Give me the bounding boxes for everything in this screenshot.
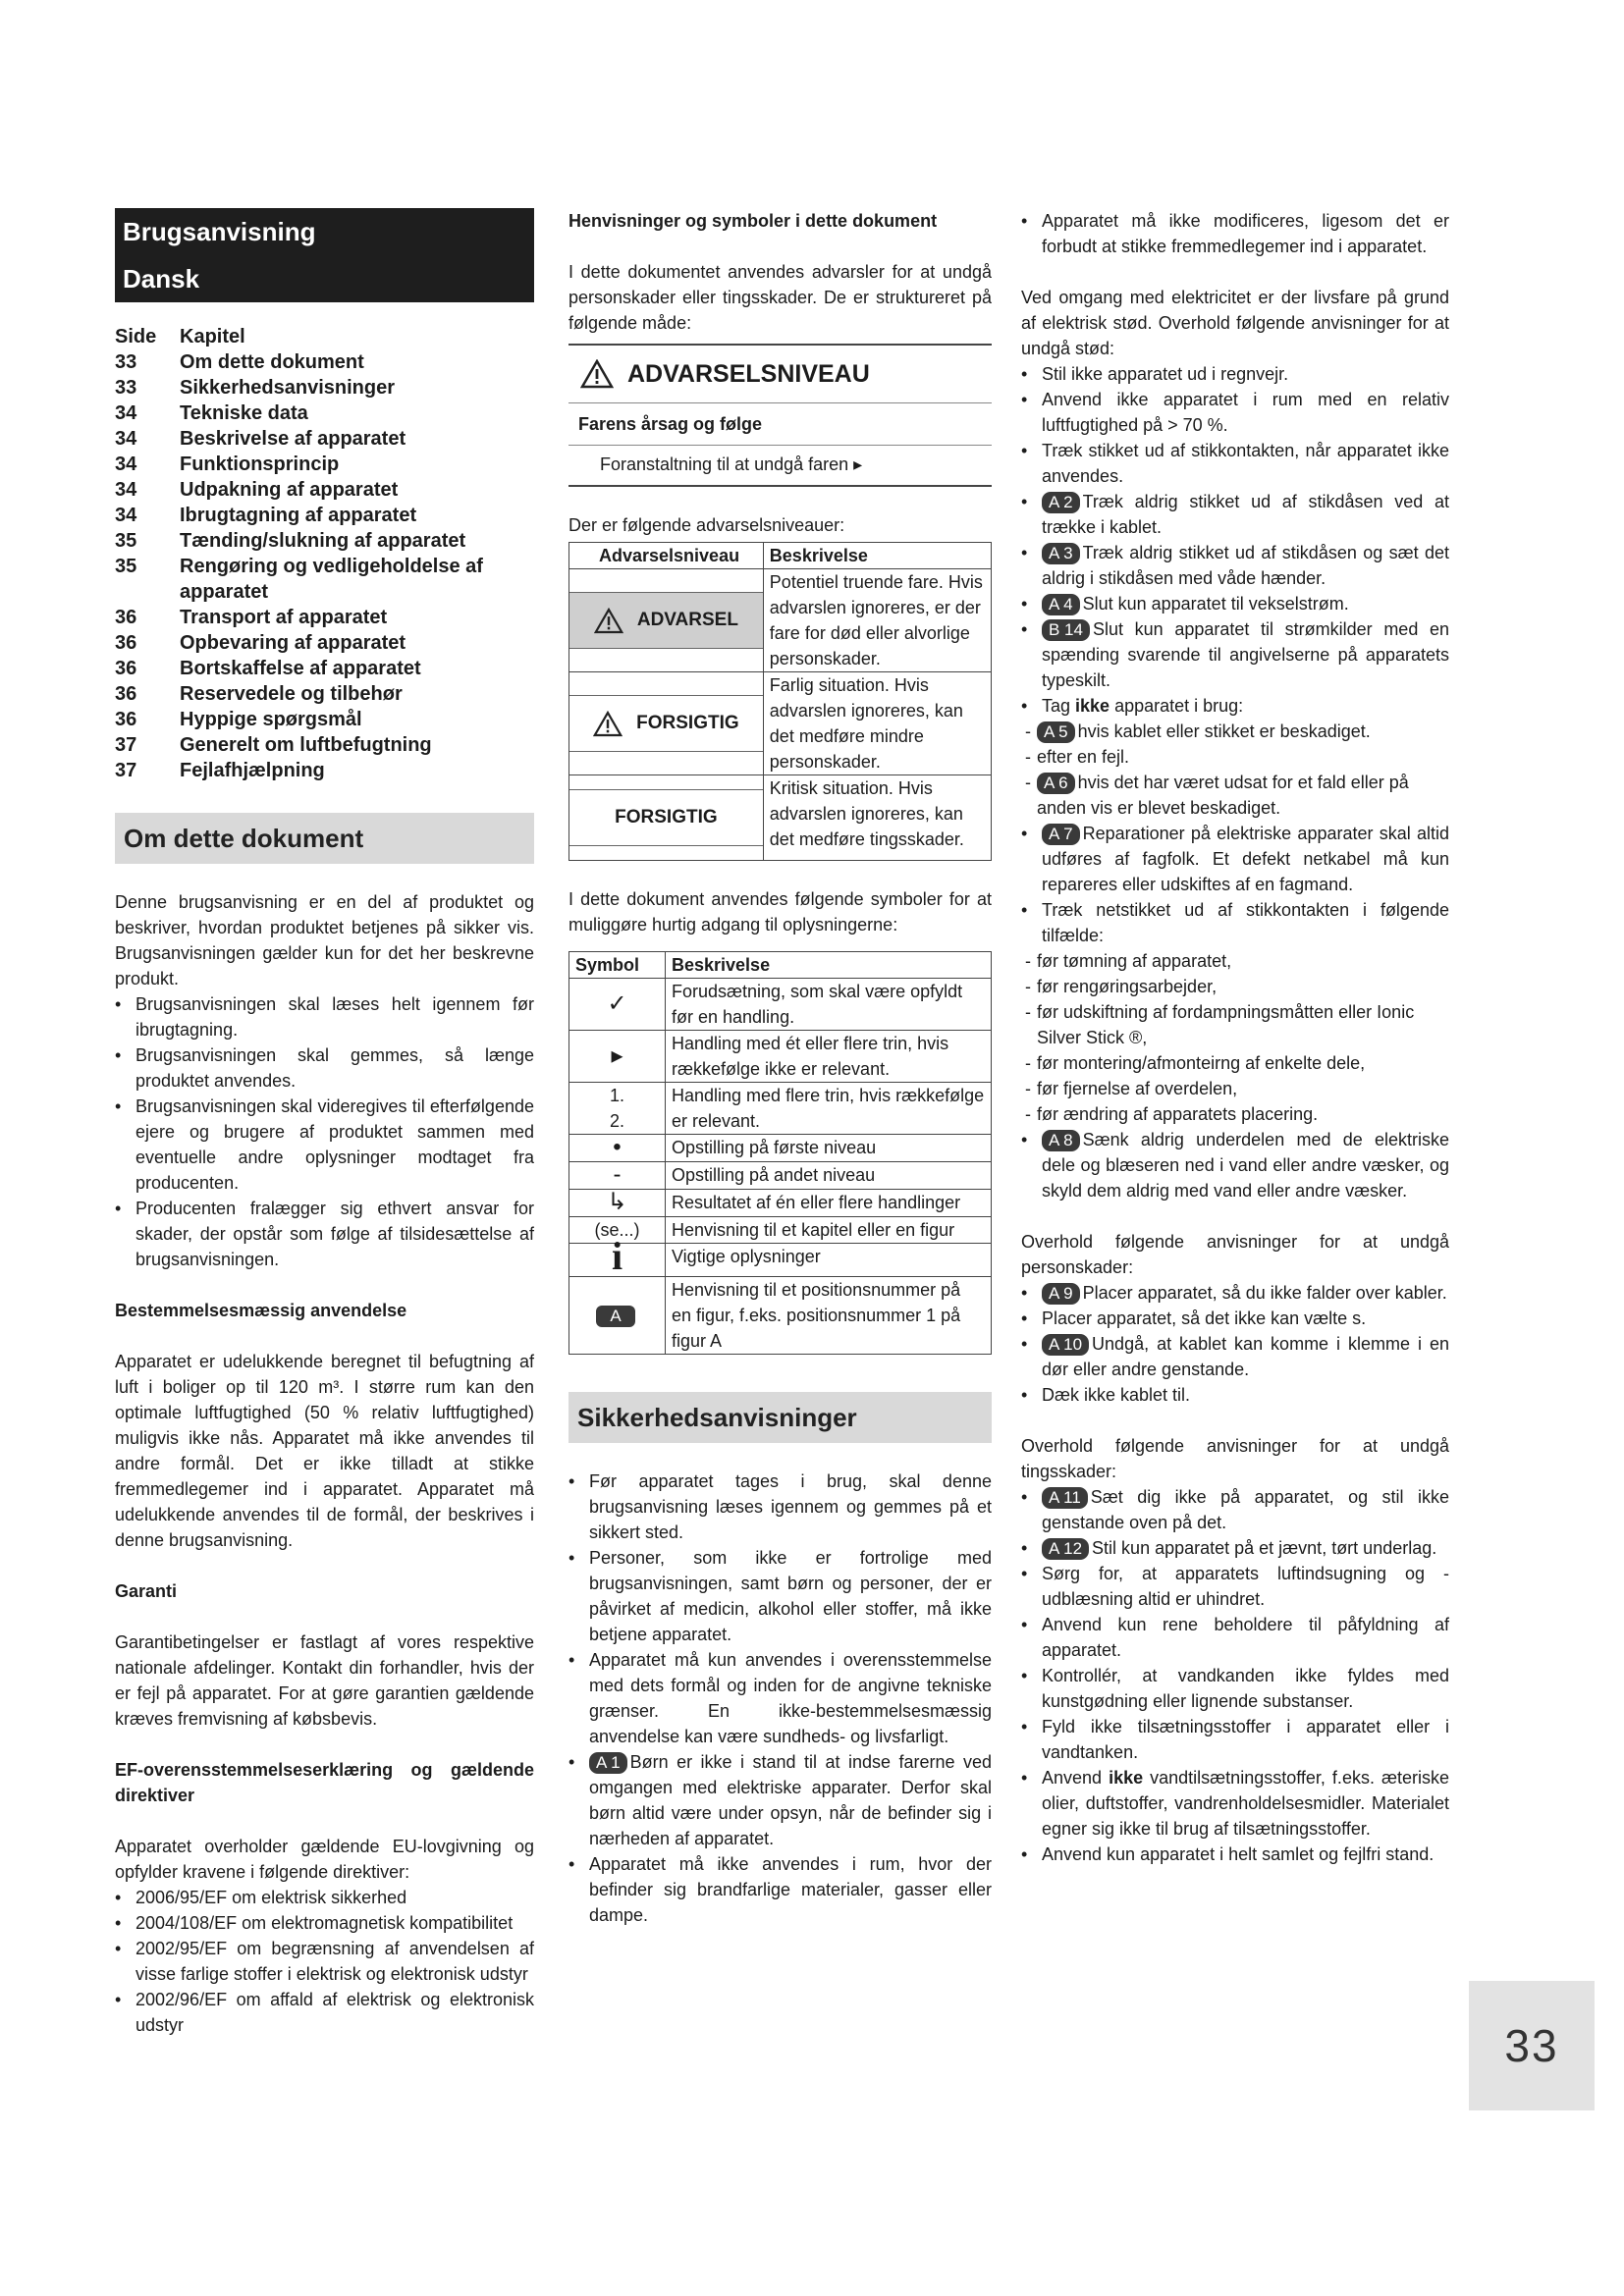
safety-bullet-text: Børn er ikke i stand til at indse farerne ved omgangen med elektriske apparater. Derfor skal børn altid være under opsyn, når de befinder sig i nærheden af apparatet. — [589, 1752, 992, 1848]
use-not-condition-text: hvis kablet eller stikket er beskadiget. — [1077, 721, 1371, 741]
toc-title: Transport af apparatet — [180, 607, 388, 628]
toc-row — [115, 707, 534, 732]
toc-title: Fejlafhjælpning — [180, 760, 325, 781]
symbol-glyph: A — [596, 1306, 634, 1327]
toc-col-chapter: Kapitel — [180, 326, 245, 347]
warning-levels-table — [568, 542, 992, 861]
warning-level-row — [569, 569, 992, 672]
symbol-glyph: ↳ — [607, 1189, 627, 1215]
use-not-condition-text: hvis det har været udsat for et fald eller på anden vis er blevet beskadiget. — [1037, 773, 1409, 818]
toc-title: Tænding/slukning af apparatet — [180, 530, 466, 552]
position-ref-badge: A 3 — [1042, 543, 1080, 564]
symbol-row — [569, 1277, 992, 1355]
symbol-row — [569, 1135, 992, 1162]
warning-level-label: FORSIGTIG — [615, 807, 718, 828]
position-ref-badge: A 9 — [1042, 1283, 1080, 1305]
symbol-row — [569, 1244, 992, 1277]
symbol-row — [569, 979, 992, 1031]
property-bullet-text: Stil kun apparatet på et jævnt, tørt underlag. — [1092, 1538, 1437, 1558]
electric-bullet — [1021, 489, 1449, 540]
property-bullet-text: Kontrollér, at vandkanden ikke fyldes med kunstgødning eller lignende substanser. — [1042, 1666, 1449, 1711]
toc-row — [115, 605, 534, 630]
position-ref-badge: A 4 — [1042, 594, 1080, 615]
person-bullet — [1021, 1306, 1449, 1331]
symbol-desc: Resultatet af én eller flere handlinger — [666, 1190, 992, 1217]
warning-level-row — [569, 672, 992, 775]
symbol-desc: Forudsætning, som skal være opfyldt før en handling. — [666, 979, 992, 1031]
symbol-cell — [569, 979, 666, 1031]
warning-legend — [568, 344, 992, 487]
toc-title: Beskrivelse af apparatet — [180, 428, 406, 450]
property-bullet — [1021, 1561, 1449, 1612]
toc-title: Udpakning af apparatet — [180, 479, 399, 501]
toc-row — [115, 426, 534, 452]
use-not-condition — [1021, 744, 1449, 770]
toc-page: 35 — [115, 530, 137, 552]
symbol-glyph: (se...) — [594, 1220, 640, 1240]
electric-bullet-text: Slut kun apparatet til vekselstrøm. — [1082, 594, 1349, 614]
electric-bullet — [1021, 361, 1449, 387]
property-bullet — [1021, 1612, 1449, 1663]
person-intro: Overhold følgende anvisninger for at undgå personskader: — [1021, 1232, 1449, 1277]
toc-page: 36 — [115, 632, 137, 654]
warranty-text: Garantibetingelser er fastlagt af vores respektive nationale afdelinger. Kontakt din forhandler, hvis der er fejl på apparatet. For at gøre garantien gældende kræves fremvisning af købsbevis. — [115, 1632, 534, 1729]
unplug-condition: - før udskiftning af fordampningsmåtten eller Ionic Silver Stick ®, — [1021, 999, 1449, 1050]
electric-bullet — [1021, 438, 1449, 489]
eu-directives-list — [115, 1885, 534, 2038]
toc-row — [115, 630, 534, 656]
warning-level-desc: Farlig situation. Hvis advarslen ignoreres, kan det medføre mindre personskader. — [763, 672, 991, 775]
sink-item — [1021, 1127, 1449, 1203]
toc-row — [115, 681, 534, 707]
notes-heading: Henvisninger og symboler i dette dokument — [568, 211, 938, 231]
symbol-glyph: 1. 2. — [609, 1086, 624, 1131]
symbol-glyph: • — [613, 1134, 622, 1160]
person-bullet — [1021, 1280, 1449, 1306]
person-bullet-text: Dæk ikke kablet til. — [1042, 1385, 1191, 1405]
toc-page: 36 — [115, 683, 137, 705]
toc-title: Opbevaring af apparatet — [180, 632, 406, 654]
toc-title: Tekniske data — [180, 402, 308, 424]
symbol-row — [569, 1190, 992, 1217]
property-bullets — [1021, 1484, 1449, 1765]
warning-level-cell — [569, 775, 764, 861]
person-bullets — [1021, 1280, 1449, 1408]
warning-level-desc: Kritisk situation. Hvis advarslen ignoreres, kan det medføre tingsskader. — [763, 775, 991, 861]
about-bullet: • Brugsanvisningen skal gemmes, så længe produktet anvendes. — [115, 1042, 534, 1094]
about-bullets — [115, 991, 534, 1272]
toc-row — [115, 375, 534, 400]
toc-title: Hyppige spørgsmål — [180, 709, 362, 730]
use-not-condition — [1021, 770, 1449, 821]
toc-page: 33 — [115, 351, 137, 373]
toc-page: 37 — [115, 760, 137, 781]
warning-legend-cause: Farens årsag og følge — [578, 414, 763, 434]
symbol-cell — [569, 1083, 666, 1135]
header-box — [115, 208, 534, 302]
language-label: Dansk — [123, 264, 200, 294]
repair-item — [1021, 821, 1449, 897]
toc-page: 34 — [115, 428, 137, 450]
symbol-desc: Handling med ét eller flere trin, hvis rækkefølge ikke er relevant. — [666, 1031, 992, 1083]
position-ref-badge: A 11 — [1042, 1487, 1088, 1509]
toc-page: 35 — [115, 556, 137, 577]
toc-title: Om dette dokument — [180, 351, 364, 373]
safety-bullet-text: Før apparatet tages i brug, skal denne brugsanvisning læses igennem og gemmes på et sikkert sted. — [589, 1471, 992, 1542]
about-bullet: • Brugsanvisningen skal læses helt igennem før ibrugtagning. — [115, 991, 534, 1042]
symbol-cell — [569, 1190, 666, 1217]
safety-bullet — [568, 1851, 992, 1928]
toc-page: 36 — [115, 607, 137, 628]
toc-page: 37 — [115, 734, 137, 756]
safety-bullet — [568, 1749, 992, 1851]
sink-item-text: Sænk aldrig underdelen med de elektriske dele og blæseren ned i vand eller andre væsker, og skyld dem aldrig med vand eller andre væsker. — [1042, 1130, 1449, 1201]
unplug-conditions — [1021, 948, 1449, 1127]
toc-page: 34 — [115, 454, 137, 475]
repair-item-text: Reparationer på elektriske apparater skal altid udføres af fagfolk. Et defekt netkabel må kun repareres eller udskiftes af en fagmand. — [1042, 824, 1449, 894]
use-not-suffix: apparatet i brug: — [1110, 696, 1244, 716]
toc-header — [115, 324, 534, 349]
unplug-condition: - før tømning af apparatet, — [1021, 948, 1449, 974]
warning-level-cell — [569, 672, 764, 775]
electric-bullet-text: Træk aldrig stikket ud af stikdåsen og sæt det aldrig i stikdåsen med våde hænder. — [1042, 543, 1449, 588]
warning-level-label-wrap — [593, 711, 739, 737]
column-middle — [568, 208, 992, 1928]
electric-bullet-text: Stil ikke apparatet ud i regnvejr. — [1042, 364, 1289, 384]
warning-legend-measure: Foranstaltning til at undgå faren ▸ — [568, 445, 992, 485]
safety-bullet-text: Personer, som ikke er fortrolige med brugsanvisningen, samt børn og personer, der er påvirket af medicin, alkohol eller stoffer, må ikke betjene apparatet. — [589, 1548, 992, 1644]
toc-title: Sikkerhedsanvisninger — [180, 377, 395, 399]
safety-bullet — [568, 1468, 992, 1545]
warning-level-label-wrap — [594, 608, 738, 634]
toc-title: Reservedele og tilbehør — [180, 683, 403, 705]
use-not-conditions — [1021, 719, 1449, 821]
last-item: • Anvend kun apparatet i helt samlet og fejlfri stand. — [1021, 1842, 1449, 1867]
eu-heading: EF-overensstemmelseserklæring og gældende direktiver — [115, 1760, 534, 1805]
toc-title: Bortskaffelse af apparatet — [180, 658, 421, 679]
toc-row — [115, 528, 534, 554]
property-bullet — [1021, 1484, 1449, 1535]
unplug-condition: - før ændring af apparatets placering. — [1021, 1101, 1449, 1127]
property-bullet — [1021, 1663, 1449, 1714]
symbol-desc: Henvisning til et kapitel eller en figur — [666, 1217, 992, 1244]
use-not-prefix: Tag — [1042, 696, 1076, 716]
column-left — [115, 208, 534, 2038]
toc-title: Ibrugtagning af apparatet — [180, 505, 417, 526]
warning-level-badge — [569, 789, 763, 846]
position-ref-badge: A 10 — [1042, 1334, 1089, 1356]
position-ref-badge: A 8 — [1042, 1130, 1080, 1151]
toc-page: 36 — [115, 658, 137, 679]
warning-level-badge — [569, 592, 763, 649]
toc-row — [115, 554, 534, 605]
levels-intro: Der er følgende advarselsniveauer: — [568, 515, 845, 535]
electric-bullet — [1021, 540, 1449, 591]
symbol-cell — [569, 1234, 666, 1278]
toc-row — [115, 477, 534, 503]
person-bullet-text: Placer apparatet, så det ikke kan vælte s. — [1042, 1308, 1367, 1328]
unplug-condition: - før rengøringsarbejder, — [1021, 974, 1449, 999]
section-heading-safety: Sikkerhedsanvisninger — [568, 1392, 992, 1443]
no-additives-prefix: Anvend — [1042, 1768, 1110, 1788]
toc-page: 33 — [115, 377, 137, 399]
no-additives-bold: ikke — [1109, 1768, 1144, 1788]
symbol-cell — [569, 1031, 666, 1083]
toc-page: 34 — [115, 479, 137, 501]
position-ref-badge: A 2 — [1042, 492, 1080, 513]
toc-row — [115, 400, 534, 426]
symbol-desc: Opstilling på første niveau — [666, 1135, 992, 1162]
toc-page: 34 — [115, 505, 137, 526]
document-title: Brugsanvisning — [123, 217, 316, 246]
use-not-item — [1021, 693, 1449, 719]
eu-directive: • 2002/95/EF om begrænsning af anvendelsen af visse farlige stoffer i elektrisk og elektronisk udstyr — [115, 1936, 534, 1987]
position-ref-badge: B 14 — [1042, 619, 1090, 641]
electric-bullets — [1021, 361, 1449, 693]
page-number: 33 — [1469, 1981, 1595, 2110]
use-not-bold: ikke — [1075, 696, 1110, 716]
electric-bullet — [1021, 387, 1449, 438]
safety-bullet — [568, 1647, 992, 1749]
electric-bullet-text: Træk stikket ud af stikkontakten, når apparatet ikke anvendes. — [1042, 441, 1449, 486]
toc-row — [115, 503, 534, 528]
symbol-row — [569, 1031, 992, 1083]
safety-bullet — [568, 1545, 992, 1647]
electric-bullet — [1021, 616, 1449, 693]
warning-level-label: FORSIGTIG — [636, 713, 739, 733]
repair-list — [1021, 821, 1449, 897]
person-bullet-text: Placer apparatet, så du ikke falder over kabler. — [1082, 1283, 1447, 1303]
warning-triangle-icon — [580, 359, 614, 389]
no-additives-item — [1021, 1765, 1449, 1842]
levels-col-level: Advarselsniveau — [569, 543, 764, 569]
symbol-desc: Opstilling på andet niveau — [666, 1162, 992, 1190]
notes-intro: I dette dokumentet anvendes advarsler for at undgå personskader eller tingsskader. De er struktureret på følgende måde: — [568, 262, 992, 333]
column-right — [1021, 208, 1449, 1867]
eu-directive: • 2002/96/EF om affald af elektrisk og elektronisk udstyr — [115, 1987, 534, 2038]
symbol-row — [569, 1162, 992, 1190]
warning-level-row — [569, 775, 992, 861]
safety-bullets — [568, 1468, 992, 1928]
intended-use-heading: Bestemmelsesmæssig anvendelse — [115, 1301, 407, 1320]
symbol-cell — [569, 1162, 666, 1190]
toc-row — [115, 758, 534, 783]
toc-title: Rengøring og vedligeholdelse af apparatet — [180, 556, 483, 603]
symbol-desc: Henvisning til et positionsnummer på en figur, f.eks. positionsnummer 1 på figur A — [666, 1277, 992, 1355]
warning-level-label-wrap — [615, 805, 718, 830]
toc-row — [115, 349, 534, 375]
warning-legend-title-text: ADVARSELSNIVEAU — [627, 360, 870, 388]
person-bullet-text: Undgå, at kablet kan komme i klemme i en dør eller andre genstande. — [1042, 1334, 1449, 1379]
unplug-item: • Træk netstikket ud af stikkontakten i følgende tilfælde: — [1021, 897, 1449, 948]
electric-bullet-text: Anvend ikke apparatet i rum med en relativ luftfugtighed på > 70 %. — [1042, 390, 1449, 435]
use-not-condition-text: efter en fejl. — [1037, 747, 1130, 767]
unplug-condition: - før montering/afmonteirng af enkelte dele, — [1021, 1050, 1449, 1076]
section-heading-about: Om dette dokument — [115, 813, 534, 864]
about-bullet: • Producenten fralægger sig ethvert ansvar for skader, der opstår som følge af tilsidesættelse af brugsanvisningen. — [115, 1196, 534, 1272]
property-bullet-text: Anvend kun rene beholdere til påfyldning af apparatet. — [1042, 1615, 1449, 1660]
symbol-glyph: ✓ — [607, 989, 627, 1017]
property-bullet — [1021, 1714, 1449, 1765]
person-bullet — [1021, 1331, 1449, 1382]
no-modify-item: • Apparatet må ikke modificeres, ligesom det er forbudt at stikke fremmedlegemer ind i apparatet. — [1021, 208, 1449, 259]
eu-directive: • 2006/95/EF om elektrisk sikkerhed — [115, 1885, 534, 1910]
toc-title: Generelt om luftbefugtning — [180, 734, 432, 756]
warning-level-cell — [569, 569, 764, 672]
safety-bullet-text: Apparatet må ikke anvendes i rum, hvor der befinder sig brandfarlige materialer, gasser eller dampe. — [589, 1854, 992, 1925]
electric-bullet-text: Træk aldrig stikket ud af stikdåsen ved at trække i kablet. — [1042, 492, 1449, 537]
warranty-heading: Garanti — [115, 1581, 178, 1601]
about-bullet: • Brugsanvisningen skal videregives til efterfølgende ejere og brugere af produktet sammen med eventuelle andre oplysninger modtaget fra producenten. — [115, 1094, 534, 1196]
symbol-cell — [569, 1277, 666, 1355]
eu-text: Apparatet overholder gældende EU-lovgivning og opfylder kravene i følgende direktiver: — [115, 1837, 534, 1882]
position-ref-badge: A 6 — [1037, 773, 1075, 794]
eu-directive: • 2004/108/EF om elektromagnetisk kompatibilitet — [115, 1910, 534, 1936]
intended-use-text: Apparatet er udelukkende beregnet til befugtning af luft i boliger op til 120 m³. I større rum kan den optimale luftfugtighed (50 % relativ luftfugtighed) muligvis ikke nås. Apparatet må ikke anvendes til andre formål. Det er ikke tilladt at stikke fremmedlegemer ind i apparatet. Apparatet må udelukkende anvendes til de formål, der beskrives i denne brugsanvisning. — [115, 1352, 534, 1550]
property-bullet — [1021, 1535, 1449, 1561]
warning-level-badge — [569, 695, 763, 752]
about-intro: Denne brugsanvisning er en del af produktet og beskriver, hvordan produktet betjenes på sikker vis. Brugsanvisningen gælder kun for det her beskrevne produkt. — [115, 892, 534, 988]
electric-bullet — [1021, 591, 1449, 616]
symbol-glyph: i — [611, 1234, 623, 1278]
electric-intro: Ved omgang med elektricitet er der livsfare på grund af elektrisk stød. Overhold følgende anvisninger for at undgå stød: — [1021, 288, 1449, 358]
warning-level-label: ADVARSEL — [636, 610, 738, 630]
sink-list — [1021, 1127, 1449, 1203]
toc-row — [115, 656, 534, 681]
symbols-intro: I dette dokument anvendes følgende symboler for at muliggøre hurtig adgang til oplysningerne: — [568, 889, 992, 934]
toc-row — [115, 732, 534, 758]
use-not-condition — [1021, 719, 1449, 744]
symbols-table — [568, 951, 992, 1355]
warning-level-desc: Potentiel truende fare. Hvis advarslen ignoreres, er der fare for død eller alvorlige personskader. — [763, 569, 991, 672]
symbol-row — [569, 1217, 992, 1244]
table-of-contents — [115, 349, 534, 783]
property-bullet-text: Fyld ikke tilsætningsstoffer i apparatet eller i vandtanken. — [1042, 1717, 1449, 1762]
property-bullet-text: Sørg for, at apparatets luftindsugning og -udblæsning altid er uhindret. — [1042, 1564, 1449, 1609]
position-ref-badge: A 5 — [1037, 721, 1075, 743]
safety-bullet-text: Apparatet må kun anvendes i overensstemmelse med dets formål og inden for de angivne tekniske grænser. En ikke-bestemmelsesmæssig anvendelse kan være sundheds- og livsfarligt. — [589, 1650, 992, 1746]
warning-triangle-icon — [593, 711, 623, 737]
person-bullet — [1021, 1382, 1449, 1408]
toc-page: 34 — [115, 402, 137, 424]
electric-bullet-text: Slut kun apparatet til strømkilder med en spænding svarende til angivelserne på apparatets typeskilt. — [1042, 619, 1449, 690]
symbol-desc: Vigtige oplysninger — [666, 1244, 992, 1277]
symbol-glyph: - — [613, 1161, 622, 1188]
property-intro: Overhold følgende anvisninger for at undgå tingsskader: — [1021, 1436, 1449, 1481]
toc-col-page: Side — [115, 326, 157, 347]
levels-col-desc: Beskrivelse — [763, 543, 991, 569]
unplug-condition: - før fjernelse af overdelen, — [1021, 1076, 1449, 1101]
symbols-col-desc: Beskrivelse — [666, 952, 992, 979]
toc-page: 36 — [115, 709, 137, 730]
no-additives-suffix: vandtilsætningsstoffer, f.eks. æteriske olier, duftstoffer, vandrenholdelsesmidler. Materialet egner sig ikke til brug af tilsætningsstoffer. — [1042, 1768, 1449, 1839]
property-bullet-text: Sæt dig ikke på apparatet, og stil ikke genstande oven på det. — [1042, 1487, 1449, 1532]
symbol-cell — [569, 1135, 666, 1162]
symbol-desc: Handling med flere trin, hvis rækkefølge er relevant. — [666, 1083, 992, 1135]
toc-title: Funktionsprincip — [180, 454, 340, 475]
warning-triangle-icon — [594, 608, 623, 634]
symbol-row — [569, 1083, 992, 1135]
toc-row — [115, 452, 534, 477]
warning-legend-title — [568, 346, 992, 403]
position-ref-badge: A 7 — [1042, 824, 1080, 845]
position-ref-badge: A 1 — [589, 1752, 627, 1774]
symbols-col-symbol: Symbol — [569, 952, 666, 979]
symbol-glyph: ▸ — [611, 1041, 623, 1069]
position-ref-badge: A 12 — [1042, 1538, 1089, 1560]
